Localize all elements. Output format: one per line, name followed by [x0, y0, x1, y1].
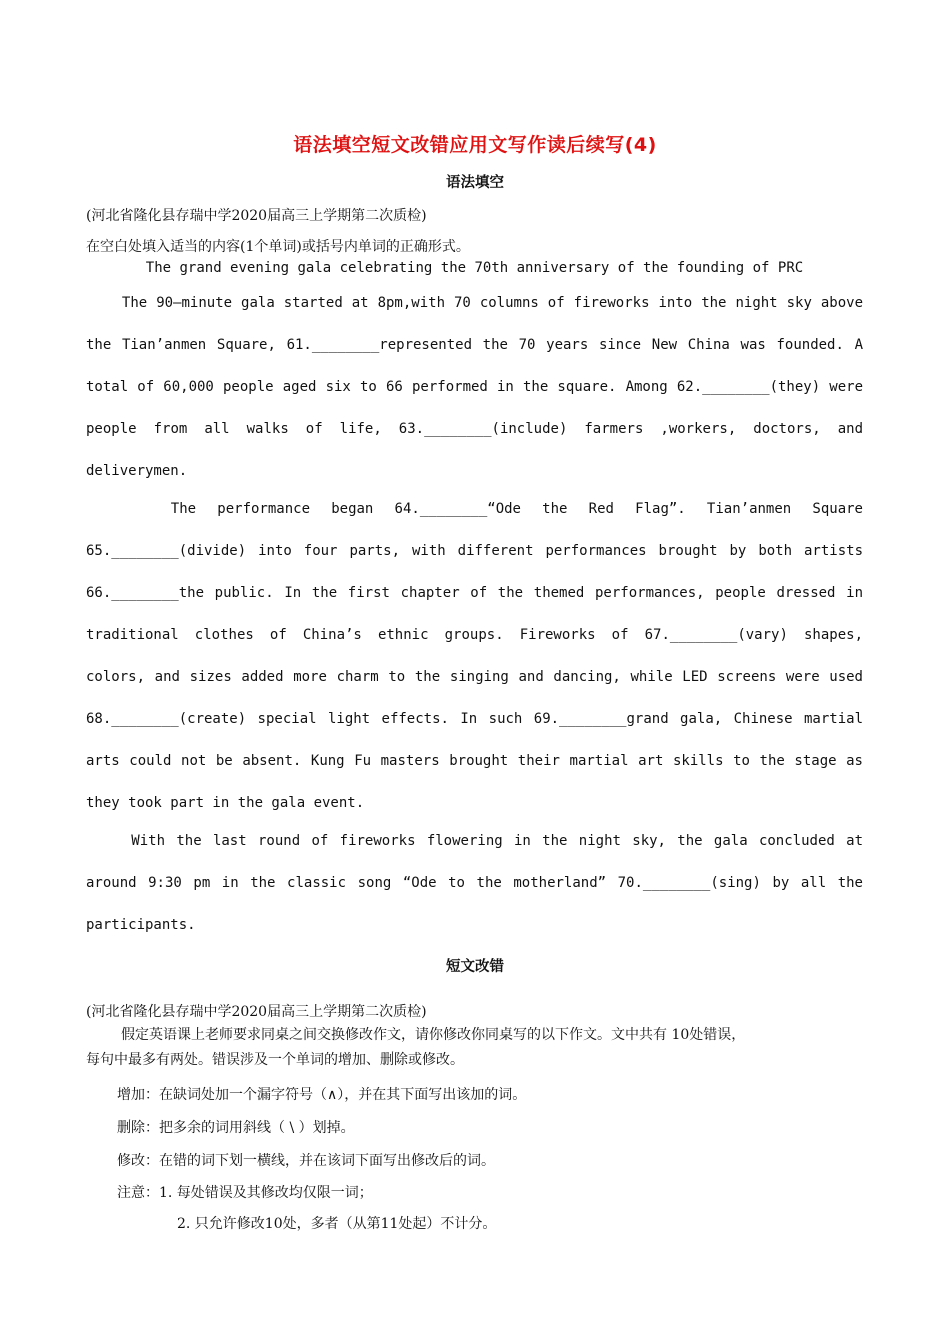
note-one: 注意：1. 每处错误及其修改均仅限一词； [117, 1185, 373, 1201]
passage-line: 68.________(create) special light effects. In such 69.________grand gala, Chinese martial [86, 711, 863, 727]
passage-line: people from all walks of life, 63.________(include) farmers ,workers, doctors, and [86, 421, 863, 437]
instruction-text: 每句中最多有两处。错误涉及一个单词的增加、删除或修改。 [86, 1052, 464, 1068]
passage-line: total of 60,000 people aged six to 66 performed in the square. Among 62.________(they) were [86, 379, 863, 395]
rule-add: 增加：在缺词处加一个漏字符号（∧），并在其下面写出该加的词。 [117, 1087, 527, 1103]
note-two: 2. 只允许修改10处，多者（从第11处起）不计分。 [177, 1216, 497, 1232]
rule-delete: 删除：把多余的词用斜线（ \ ）划掉。 [117, 1120, 355, 1136]
passage-line: traditional clothes of China’s ethnic groups. Fireworks of 67.________(vary) shapes, [86, 627, 863, 643]
passage-line: The performance began 64.________“Ode the Red Flag”. Tian’anmen Square [86, 501, 863, 517]
passage-title: The grand evening gala celebrating the 70th anniversary of the founding of PRC [145, 260, 804, 276]
rule-modify: 修改：在错的词下划一横线，并在该词下面写出修改后的词。 [117, 1153, 495, 1169]
passage-line: 66.________the public. In the first chapter of the themed performances, people dressed in [86, 585, 863, 601]
instruction-text: 假定英语课上老师要求同桌之间交换修改作文，请你修改你同桌写的以下作文。文中共有 10处错误， [121, 1027, 746, 1043]
passage-line: they took part in the gala event. [86, 795, 365, 811]
document-title: 语法填空短文改错应用文写作读后续写(4) [293, 134, 657, 156]
passage-line: colors, and sizes added more charm to the singing and dancing, while LED screens were used [86, 669, 863, 685]
passage-line: arts could not be absent. Kung Fu masters brought their martial art skills to the stage as [86, 753, 863, 769]
passage-line: around 9:30 pm in the classic song “Ode to the motherland” 70.________(sing) by all the [86, 875, 863, 891]
passage-line: participants. [86, 917, 196, 933]
section-heading-grammar: 语法填空 [446, 175, 504, 191]
passage-line: The 90—minute gala started at 8pm,with 70 columns of fireworks into the night sky above [86, 295, 863, 311]
instruction-text: 在空白处填入适当的内容(1个单词)或括号内单词的正确形式。 [86, 239, 470, 255]
passage-line: the Tian’anmen Square, 61.________represented the 70 years since New China was founded. A [86, 337, 863, 353]
passage-line: deliverymen. [86, 463, 188, 479]
source-note: (河北省隆化县存瑞中学2020届高三上学期第二次质检) [86, 1004, 427, 1020]
passage-line: 65.________(divide) into four parts, with different performances brought by both artists [86, 543, 863, 559]
passage-line: With the last round of fireworks flowering in the night sky, the gala concluded at [86, 833, 863, 849]
section-heading-correction: 短文改错 [446, 959, 504, 975]
source-note: (河北省隆化县存瑞中学2020届高三上学期第二次质检) [86, 208, 427, 224]
